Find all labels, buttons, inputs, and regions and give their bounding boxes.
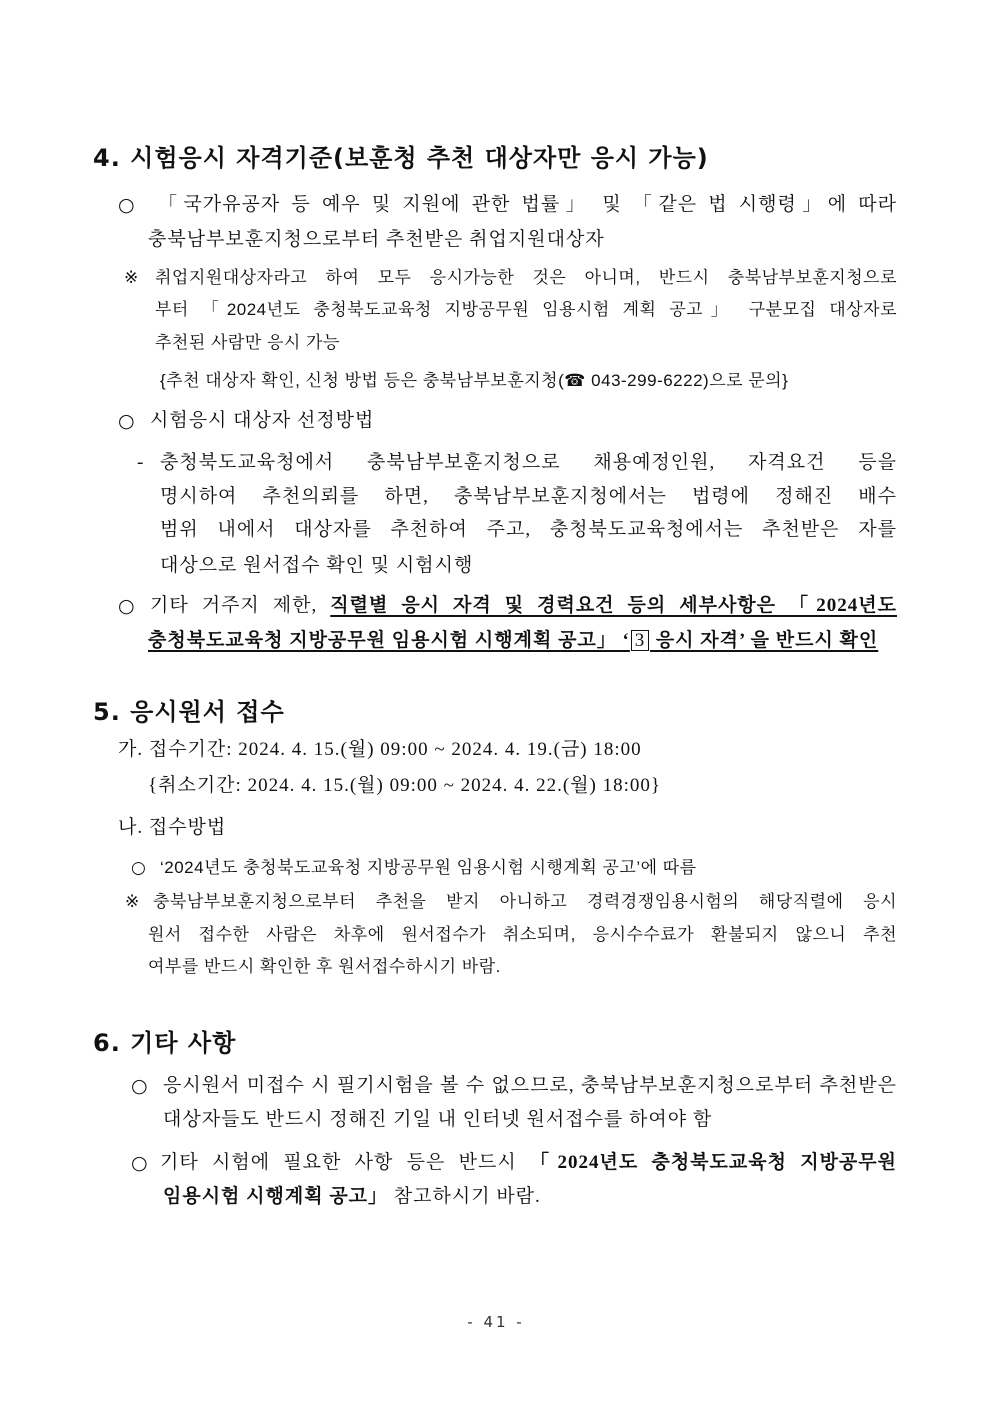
selection-detail-line-1: 충청북도교육청에서 충북남부보훈지청으로 채용예정인원, 자격요건 등을	[160, 452, 897, 473]
notice-reference-mark-icon: ※	[124, 268, 139, 288]
eligibility-bullet-icon: ○	[118, 194, 136, 216]
other-line-1	[150, 593, 897, 619]
notice-line-1: 취업지원대상자라고 하여 모두 응시가능한 것은 아니며, 반드시 충북남부보훈지청으로	[155, 268, 897, 287]
warning-line-3: 여부를 반드시 확인한 후 원서접수하시기 바람.	[148, 957, 501, 976]
misc-item2-line-2-bold: 임용시험 시행계획 공고」	[163, 1186, 389, 1207]
misc-item2-line-2-plain: 참고하시기 바람.	[388, 1186, 541, 1207]
method-bullet-icon: ○	[131, 858, 147, 878]
selection-detail-line-2: 명시하여 추천의뢰를 하면, 충북남부보훈지청에서는 법령에 정해진 배수	[160, 486, 897, 507]
misc-item2-bullet-icon: ○	[131, 1152, 149, 1174]
other-line-2	[148, 628, 897, 654]
selection-detail-line-3: 범위 내에서 대상자를 추천하여 주고, 충청북도교육청에서는 추천받은 자를	[160, 519, 897, 540]
other-line-2-emphasis-before: 충청북도교육청 지방공무원 임용시험 시행계획 공고」 ‘	[148, 630, 630, 651]
boxed-section-number: 3	[631, 630, 649, 651]
warning-line-2: 원서 접수한 사람은 차후에 원서접수가 취소되며, 응시수수료가 환불되지 않으니 추천	[148, 925, 897, 944]
contact-info: {추천 대상자 확인, 신청 방법 등은 충북남부보훈지청(☎ 043-299-6222)으로 문의}	[160, 371, 789, 390]
misc-item1-line-2: 대상자들도 반드시 정해진 기일 내 인터넷 원서접수를 하여야 함	[163, 1109, 713, 1130]
warning-reference-mark-icon: ※	[125, 892, 140, 912]
section6-heading: 6. 기타 사항	[93, 1029, 237, 1057]
application-period: 가. 접수기간: 2024. 4. 15.(월) 09:00 ~ 2024. 4. 19.(금) 18:00	[118, 739, 642, 760]
eligibility-line-1: 「국가유공자 등 예우 및 지원에 관한 법률」 및 「같은 법 시행령」에 따라	[158, 194, 897, 215]
application-method-title: 나. 접수방법	[118, 817, 227, 838]
other-line-1-emphasis: 직렬별 응시 자격 및 경력요건 등의 세부사항은 「2024년도	[330, 595, 897, 616]
notice-line-2: 부터 「2024년도 충청북도교육청 지방공무원 임용시험 계획 공고」 구분모집 대상자로	[155, 300, 897, 319]
other-bullet-icon: ○	[118, 595, 136, 617]
other-line-2-emphasis-after: 응시 자격’ 을 반드시 확인	[650, 630, 879, 651]
other-line-1-plain: 기타 거주지 제한,	[150, 595, 331, 616]
method-text: ‘2024년도 충청북도교육청 지방공무원 임용시험 시행계획 공고’에 따름	[160, 858, 697, 877]
selection-title: 시험응시 대상자 선정방법	[150, 410, 375, 431]
cancellation-period: {취소기간: 2024. 4. 15.(월) 09:00 ~ 2024. 4. 22.(월) 18:00}	[148, 775, 662, 796]
section5-heading: 5. 응시원서 접수	[93, 698, 285, 726]
warning-line-1: 충북남부보훈지청으로부터 추천을 받지 아니하고 경력경쟁임용시험의 해당직렬에 응시	[153, 892, 897, 911]
misc-item2-line-2	[163, 1184, 897, 1210]
selection-bullet-icon: ○	[118, 410, 136, 432]
notice-line-3: 추천된 사람만 응시 가능	[155, 333, 340, 352]
misc-item2-line-1-bold: 「2024년도 충청북도교육청 지방공무원	[529, 1152, 897, 1173]
selection-detail-line-4: 대상으로 원서접수 확인 및 시험시행	[160, 555, 474, 576]
misc-item1-bullet-icon: ○	[131, 1075, 149, 1097]
page-number: - 41 -	[467, 1313, 525, 1331]
misc-item2-line-1-plain: 기타 시험에 필요한 사항 등은 반드시	[160, 1152, 530, 1173]
eligibility-line-2: 충북남부보훈지청으로부터 추천받은 취업지원대상자	[148, 229, 605, 250]
misc-item2-line-1	[160, 1150, 897, 1176]
section4-heading: 4. 시험응시 자격기준(보훈청 추천 대상자만 응시 가능)	[93, 144, 709, 172]
selection-dash-icon: -	[137, 452, 145, 473]
misc-item1-line-1: 응시원서 미접수 시 필기시험을 볼 수 없으므로, 충북남부보훈지청으로부터 추천받은	[163, 1075, 897, 1096]
